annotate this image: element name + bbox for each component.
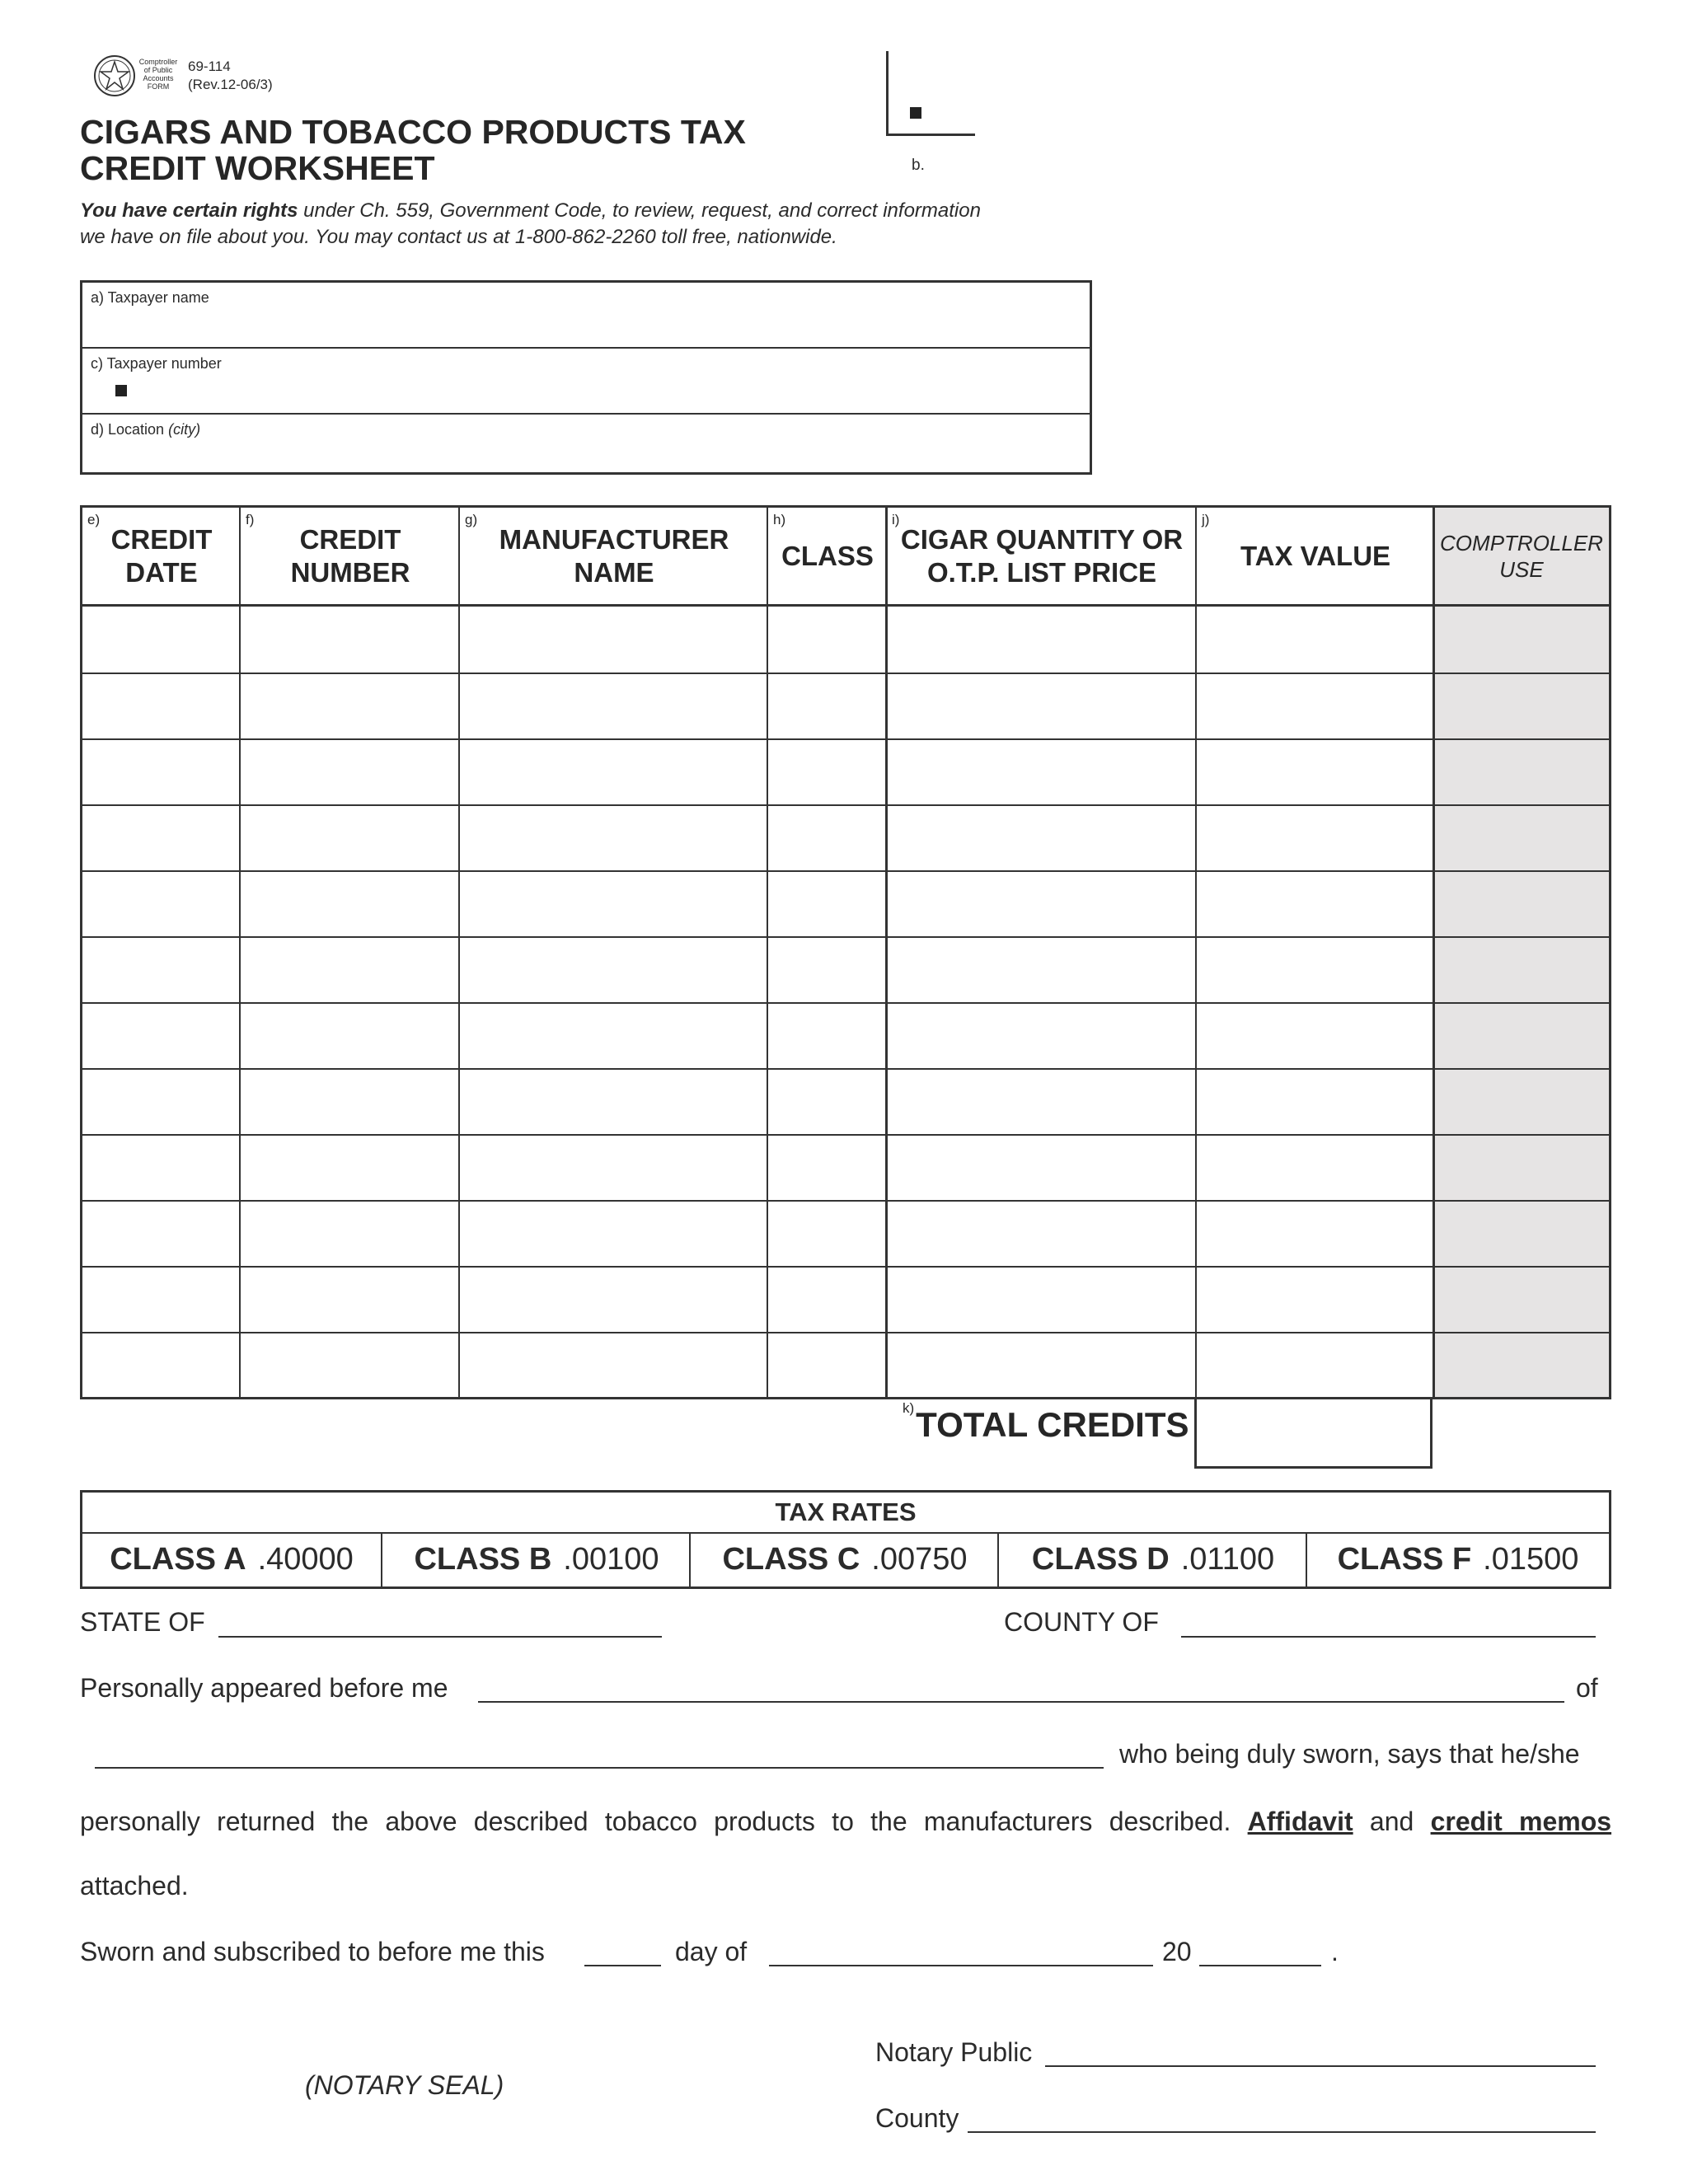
- taxpayer-info-box: [80, 280, 1092, 475]
- rate-class-d: CLASS D .01100: [997, 1532, 1307, 1586]
- county-of-line[interactable]: [1181, 1636, 1596, 1638]
- county-of-label: COUNTY OF: [1004, 1607, 1159, 1637]
- day-line[interactable]: [584, 1965, 661, 1966]
- taxpayer-number-field[interactable]: [82, 347, 1090, 415]
- square-marker-icon: [910, 107, 921, 119]
- appeared-name-line[interactable]: [478, 1701, 1564, 1703]
- year-prefix: 20: [1162, 1937, 1192, 1966]
- box-b-label: b.: [912, 157, 925, 174]
- table-row-divider: [82, 1068, 1609, 1070]
- col-header-tax-value: j) TAX VALUE: [1197, 508, 1434, 607]
- col-header-class: h) CLASS: [768, 508, 887, 607]
- table-row-divider: [82, 738, 1609, 740]
- taxpayer-number-label: c) Taxpayer number: [91, 355, 222, 372]
- col-header-credit-number: f) CREDIT NUMBER: [241, 508, 460, 607]
- sworn-says-label: who being duly sworn, says that he/she: [1119, 1739, 1580, 1769]
- table-row-divider: [82, 1332, 1609, 1333]
- rights-notice: You have certain rights under Ch. 559, Government Code, to review, request, and correct information we have on file about you. You may contact us at 1-800-862-2260 toll free, nationwide.: [80, 199, 981, 248]
- table-row-divider: [82, 870, 1609, 872]
- state-of-label: STATE OF: [80, 1607, 205, 1637]
- box-b-field[interactable]: [886, 51, 975, 174]
- page-title: CIGARS AND TOBACCO PRODUCTS TAX CREDIT WORKSHEET: [80, 113, 746, 187]
- county-line[interactable]: [968, 2131, 1596, 2133]
- form-number: 69-114 (Rev.12-06/3): [188, 59, 273, 92]
- col-header-manufacturer-name: g) MANUFACTURER NAME: [460, 508, 768, 607]
- table-row-divider: [82, 936, 1609, 938]
- notary-public-line[interactable]: [1045, 2065, 1596, 2067]
- rate-class-f: CLASS F .01500: [1306, 1532, 1609, 1586]
- total-credits-label: $^{k)}$TOTAL CREDITS: [903, 1400, 1189, 1444]
- col-header-credit-date: e) CREDIT DATE: [82, 508, 241, 607]
- tax-rates-title: TAX RATES: [82, 1493, 1609, 1534]
- col-header-comptroller-use: COMPTROLLER USE: [1434, 508, 1609, 607]
- location-label: d) Location (city): [91, 421, 201, 438]
- taxpayer-name-field[interactable]: [82, 283, 1090, 347]
- table-row-divider: [82, 804, 1609, 806]
- table-row-divider: [82, 1266, 1609, 1268]
- notary-seal-label: (NOTARY SEAL): [305, 2070, 504, 2100]
- table-row-divider: [82, 673, 1609, 674]
- total-credits-field[interactable]: [1194, 1399, 1432, 1469]
- returned-statement: personally returned the above described tobacco products to the manufacturers described. Affidavit and credit memos: [80, 1807, 1612, 1836]
- rate-class-a: CLASS A .40000: [110, 1541, 354, 1577]
- square-marker-icon: [115, 385, 127, 396]
- agency-name: Comptroller of Public Accounts FORM: [138, 58, 178, 91]
- of-label: of: [1576, 1673, 1598, 1703]
- affidavit-link: Affidavit: [1247, 1807, 1353, 1836]
- sworn-before-label: Sworn and subscribed to before me this: [80, 1937, 545, 1966]
- county-label: County: [875, 2103, 959, 2133]
- credit-table: [80, 505, 1611, 1399]
- of-entity-line[interactable]: [95, 1767, 1104, 1769]
- day-of-label: day of: [675, 1937, 748, 1966]
- period: .: [1331, 1937, 1339, 1966]
- credit-memos-link: credit memos: [1430, 1807, 1612, 1836]
- month-line[interactable]: [769, 1965, 1153, 1966]
- rate-class-b: CLASS B .00100: [381, 1532, 691, 1586]
- table-row-divider: [82, 1002, 1609, 1004]
- year-line[interactable]: [1199, 1965, 1321, 1966]
- location-field[interactable]: [82, 413, 1090, 474]
- rate-class-c: CLASS C .00750: [689, 1532, 999, 1586]
- taxpayer-name-label: a) Taxpayer name: [91, 289, 209, 306]
- table-row-divider: [82, 1200, 1609, 1202]
- col-header-cigar-quantity: i) CIGAR QUANTITY OR O.T.P. LIST PRICE: [887, 508, 1197, 607]
- state-of-line[interactable]: [218, 1636, 662, 1638]
- notary-public-label: Notary Public: [875, 2037, 1033, 2067]
- appeared-label: Personally appeared before me: [80, 1673, 448, 1703]
- table-row-divider: [82, 1134, 1609, 1136]
- texas-seal-icon: [93, 54, 136, 97]
- attached-label: attached.: [80, 1871, 189, 1900]
- tax-rates-table: [80, 1490, 1611, 1589]
